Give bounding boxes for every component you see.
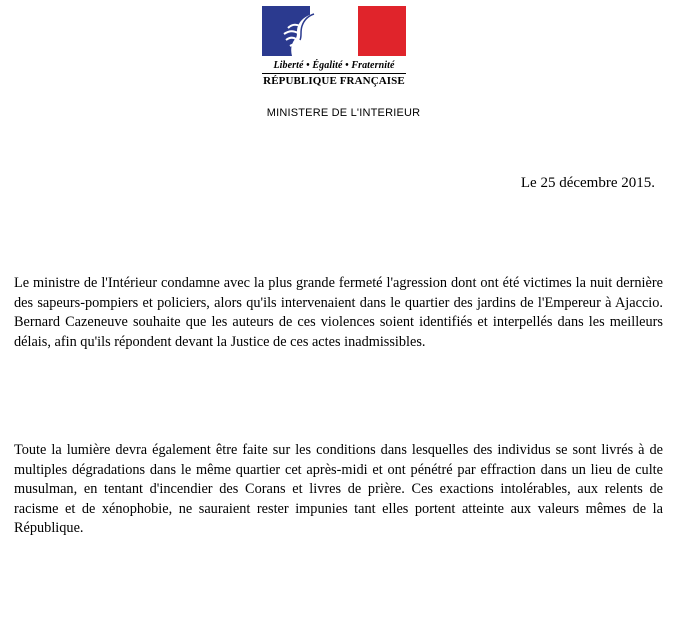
ministry-name: MINISTERE DE L'INTERIEUR [266, 107, 421, 119]
republic-name: RÉPUBLIQUE FRANÇAISE [263, 75, 405, 87]
republic-motto: Liberté • Égalité • Fraternité [273, 60, 395, 71]
paragraph-2: Toute la lumière devra également être faite sur les conditions dans lesquelles des individus se sont livrés à de multiples dégradations dans le même quartier cet après-midi et ont pénétré par effraction dans un lieu de culte musulman, en tentant d'incendier des Corans et livres de prière. Ces exactions intolérables, aux relents de racisme et de xénophobie, ne sauraient rester impunies tant elles portent atteinte aux valeurs mêmes de la République. [14, 442, 663, 536]
republic-logo [262, 6, 406, 87]
document-date: Le 25 décembre 2015. [520, 175, 655, 191]
marianne-flag-icon [262, 6, 406, 56]
paragraph-1: Le ministre de l'Intérieur condamne avec la plus grande fermeté l'agression dont ont été victimes la nuit dernière des sapeurs-pompiers et policiers, alors qu'ils intervenaient dans le quartier des jardins de l'Empereur à Ajaccio. Bernard Cazeneuve souhaite que les auteurs de ces violences soient identifiés et interpellés dans les meilleurs délais, afin qu'ils répondent devant la Justice de ces actes inadmissibles. [14, 275, 663, 350]
